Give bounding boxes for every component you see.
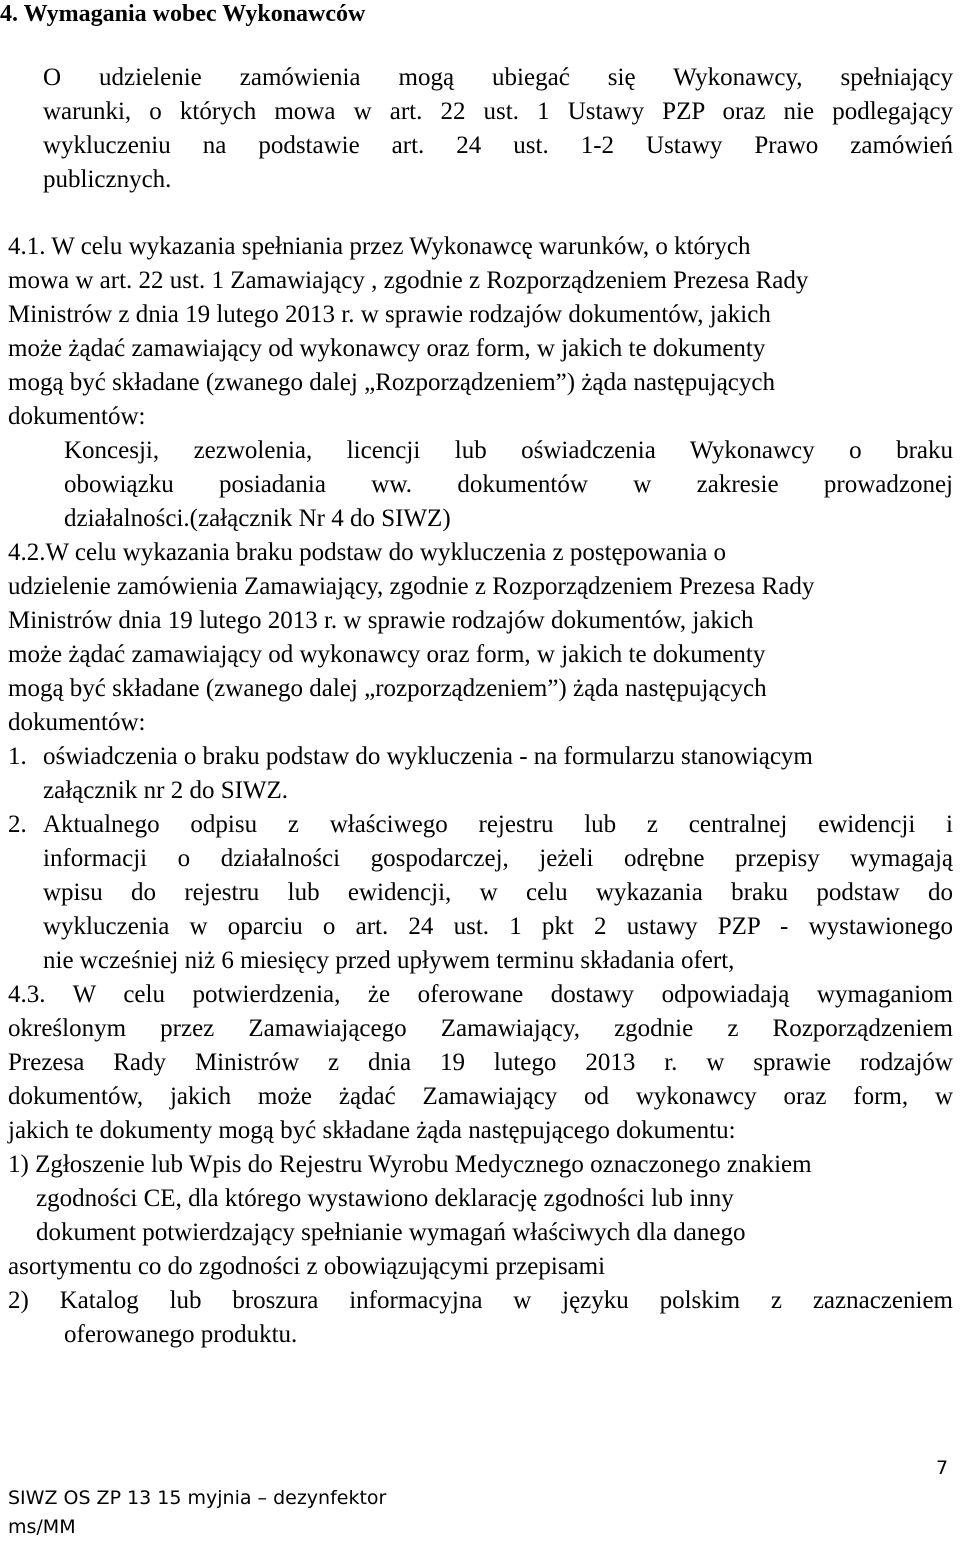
s43-line-2: określonym przez Zamawiającego Zamawiający, zgodnie z Rozporządzeniem <box>8 1015 953 1042</box>
s42-line-2: udzielenie zamówienia Zamawiający, zgodnie z Rozporządzeniem Prezesa Rady <box>8 573 815 600</box>
s43-item-2-line-1: 2) Katalog lub broszura informacyjna w języku polskim z zaznaczeniem <box>8 1287 953 1314</box>
s41-line-6: dokumentów: <box>8 403 146 430</box>
s43-line-3: Prezesa Rady Ministrów z dnia 19 lutego 2013 r. w sprawie rodzajów <box>8 1049 953 1076</box>
intro-line-1: O udzielenie zamówienia mogą ubiegać się Wykonawcy, spełniający <box>43 64 953 91</box>
section-heading: 4. Wymagania wobec Wykonawców <box>0 1 366 27</box>
s42-line-3: Ministrów dnia 19 lutego 2013 r. w sprawie rodzajów dokumentów, jakich <box>8 607 754 634</box>
s42-item-2-line-5: nie wcześniej niż 6 miesięcy przed upływem terminu składania ofert, <box>43 947 735 974</box>
s41-concession-line-1: Koncesji, zezwolenia, licencji lub oświadczenia Wykonawcy o braku <box>64 437 953 464</box>
s43-item-1-line-3: dokument potwierdzający spełnianie wymagań właściwych dla danego <box>36 1219 746 1246</box>
footer-document-id: SIWZ OS ZP 13 15 myjnia – dezynfektor <box>8 1487 387 1509</box>
s43-item-2-line-2: oferowanego produktu. <box>64 1321 298 1348</box>
s42-item-1-number: 1. <box>8 743 27 770</box>
intro-line-2: warunki, o których mowa w art. 22 ust. 1 Ustawy PZP oraz nie podlegający <box>43 98 953 125</box>
footer-initials: ms/MM <box>8 1516 76 1538</box>
s42-item-2-line-3: wpisu do rejestru lub ewidencji, w celu wykazania braku podstaw do <box>43 879 953 906</box>
intro-line-3: wykluczeniu na podstawie art. 24 ust. 1-2 Ustawy Prawo zamówień <box>43 132 953 159</box>
s42-item-1-line-2: załącznik nr 2 do SIWZ. <box>43 777 289 804</box>
s42-line-4: może żądać zamawiający od wykonawcy oraz form, w jakich te dokumenty <box>8 641 766 668</box>
s43-line-4: dokumentów, jakich może żądać Zamawiający od wykonawcy oraz form, w <box>8 1083 953 1110</box>
s43-item-1-line-2: zgodności CE, dla którego wystawiono deklarację zgodności lub inny <box>36 1185 734 1212</box>
s42-line-6: dokumentów: <box>8 709 146 736</box>
s41-line-5: mogą być składane (zwanego dalej „Rozporządzeniem”) żąda następujących <box>8 369 775 396</box>
s42-line-1: 4.2.W celu wykazania braku podstaw do wykluczenia z postępowania o <box>8 539 727 566</box>
s42-item-2-number: 2. <box>8 811 27 838</box>
s41-line-4: może żądać zamawiający od wykonawcy oraz form, w jakich te dokumenty <box>8 335 766 362</box>
s41-line-3: Ministrów z dnia 19 lutego 2013 r. w sprawie rodzajów dokumentów, jakich <box>8 301 771 328</box>
s43-line-1: 4.3. W celu potwierdzenia, że oferowane dostawy odpowiadają wymaganiom <box>8 981 953 1008</box>
s42-line-5: mogą być składane (zwanego dalej „rozporządzeniem”) żąda następujących <box>8 675 767 702</box>
s43-item-1-line-1: 1) Zgłoszenie lub Wpis do Rejestru Wyrobu Medycznego oznaczonego znakiem <box>8 1151 812 1178</box>
intro-line-4: publicznych. <box>43 166 172 193</box>
s41-line-2: mowa w art. 22 ust. 1 Zamawiający , zgodnie z Rozporządzeniem Prezesa Rady <box>8 267 809 294</box>
s43-item-1-line-4: asortymentu co do zgodności z obowiązującymi przepisami <box>8 1253 606 1280</box>
s43-line-5: jakich te dokumenty mogą być składane żąda następującego dokumentu: <box>8 1117 736 1144</box>
s41-concession-line-2: obowiązku posiadania ww. dokumentów w zakresie prowadzonej <box>64 471 953 498</box>
s42-item-2-line-1: Aktualnego odpisu z właściwego rejestru lub z centralnej ewidencji i <box>43 811 953 838</box>
s41-concession-line-3: działalności.(załącznik Nr 4 do SIWZ) <box>64 505 451 532</box>
s42-item-1-line-1: oświadczenia o braku podstaw do wykluczenia - na formularzu stanowiącym <box>43 743 813 770</box>
s42-item-2-line-4: wykluczenia w oparciu o art. 24 ust. 1 pkt 2 ustawy PZP - wystawionego <box>43 913 953 940</box>
page-number: 7 <box>936 1457 949 1479</box>
s41-line-1: 4.1. W celu wykazania spełniania przez Wykonawcę warunków, o których <box>8 233 751 260</box>
s42-item-2-line-2: informacji o działalności gospodarczej, jeżeli odrębne przepisy wymagają <box>43 845 953 872</box>
